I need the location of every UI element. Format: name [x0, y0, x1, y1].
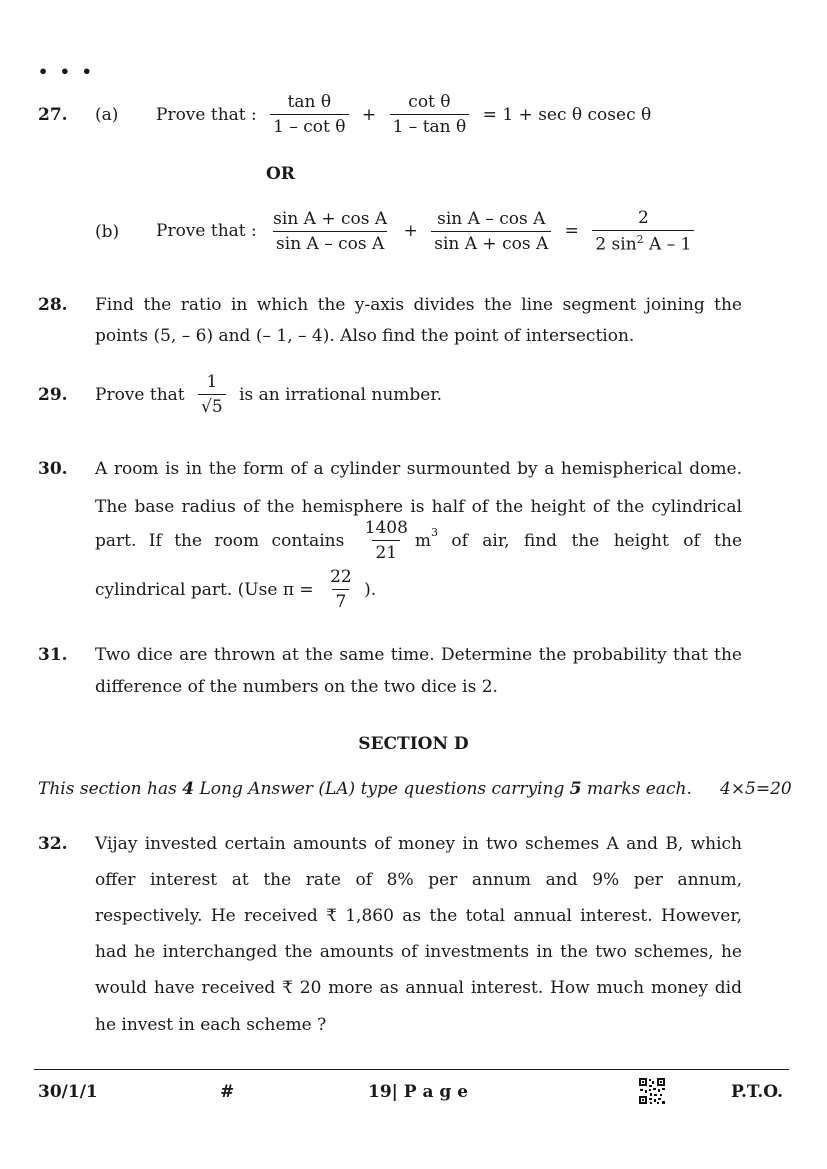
question-number-30: 30. — [38, 459, 68, 479]
fraction: $\frac{\text{sin A + cos A}}{\text{sin A – cos A}}$ — [273, 208, 388, 254]
footer-divider — [34, 1069, 789, 1070]
q32-line-6: he invest in each scheme ? — [95, 1015, 327, 1035]
question-number-28: 28. — [38, 295, 68, 315]
question-number-32: 32. — [38, 834, 68, 854]
or-separator: OR — [266, 164, 295, 184]
fraction: $\frac{1}{√5}$ — [198, 372, 226, 417]
q27-part-a-label: (a) — [95, 105, 119, 125]
fraction: $\frac{\text{cot θ}}{\text{1 – tan θ}}$ — [390, 92, 470, 137]
fraction: $\frac{2}{2 \sin^2 A - 1}$ — [592, 208, 694, 255]
section-heading: SECTION D — [358, 734, 469, 754]
question-number-31: 31. — [38, 645, 68, 665]
q32-line-2: offer interest at the rate of 8% per annum and 9% per annum, — [95, 870, 742, 890]
section-description: This section has 4 Long Answer (LA) type questions carrying 5 marks each. — [38, 779, 692, 799]
qr-code-icon — [638, 1077, 666, 1105]
q31-line-1: Two dice are thrown at the same time. Determine the probability that the — [95, 645, 742, 665]
question-number-27: 27. — [38, 105, 68, 125]
q27-part-b-label: (b) — [95, 222, 120, 242]
q28-line-2: points (5, – 6) and (– 1, – 4). Also find the point of intersection. — [95, 326, 635, 346]
prove-that-label: Prove that : — [156, 104, 257, 125]
q30-line-1: A room is in the form of a cylinder surmounted by a hemispherical dome. — [95, 459, 742, 479]
continuation-dots: • • • — [38, 62, 95, 81]
section-marks: 4×5=20 — [720, 779, 792, 799]
q32-line-3: respectively. He received ₹ 1,860 as the total annual interest. However, — [95, 906, 742, 926]
q32-line-5: would have received ₹ 20 more as annual interest. How much money did — [95, 978, 742, 998]
q32-line-1: Vijay invested certain amounts of money in two schemes A and B, which — [95, 834, 742, 854]
please-turn-over: P.T.O. — [731, 1082, 783, 1102]
prove-that-label: Prove that : — [156, 221, 257, 242]
q27-part-a-statement: Prove that : $\frac{\text{tan θ}}{\text{1 – cot θ}}$ + $\frac{\text{cot θ}}{\text{1 – tan θ}}$ = 1 + sec θ cosec θ — [156, 92, 652, 137]
q29-statement: Prove that $\frac{1}{√5}$ is an irrational number. — [95, 372, 443, 417]
paper-code: 30/1/1 — [38, 1082, 98, 1102]
q31-line-2: difference of the numbers on the two dice is 2. — [95, 677, 498, 697]
fraction: $\frac{\text{sin A – cos A}}{\text{sin A + cos A}}$ — [431, 209, 551, 254]
fraction: $\frac{\text{tan θ}}{\text{1 – cot θ}}$ — [270, 92, 348, 137]
q30-line-4: cylindrical part. (Use π = $\frac{22}{7}$ ). — [95, 567, 377, 612]
hash-mark: # — [220, 1082, 235, 1102]
q32-line-4: had he interchanged the amounts of investments in the two schemes, he — [95, 942, 742, 962]
fraction: $\frac{1408}{21}$ — [364, 518, 408, 563]
q27-part-b-statement: Prove that : $\frac{\text{sin A + cos A}}{\text{sin A – cos A}}$ + $\frac{\text{sin A – cos A}}{\text{sin A + cos A}}$ = $\frac{2}{2 \sin^2 A - 1}$ — [152, 208, 698, 255]
page-number: 19| P a g e — [368, 1082, 469, 1102]
q30-line-3: part. If the room contains $\frac{1408}{21}$ m $^3$ of air, find the height of the — [95, 518, 742, 563]
q30-line-2: The base radius of the hemisphere is half of the height of the cylindrical — [95, 497, 742, 517]
q28-line-1: Find the ratio in which the y-axis divides the line segment joining the — [95, 295, 742, 315]
question-number-29: 29. — [38, 385, 68, 405]
fraction: $\frac{22}{7}$ — [330, 567, 352, 612]
